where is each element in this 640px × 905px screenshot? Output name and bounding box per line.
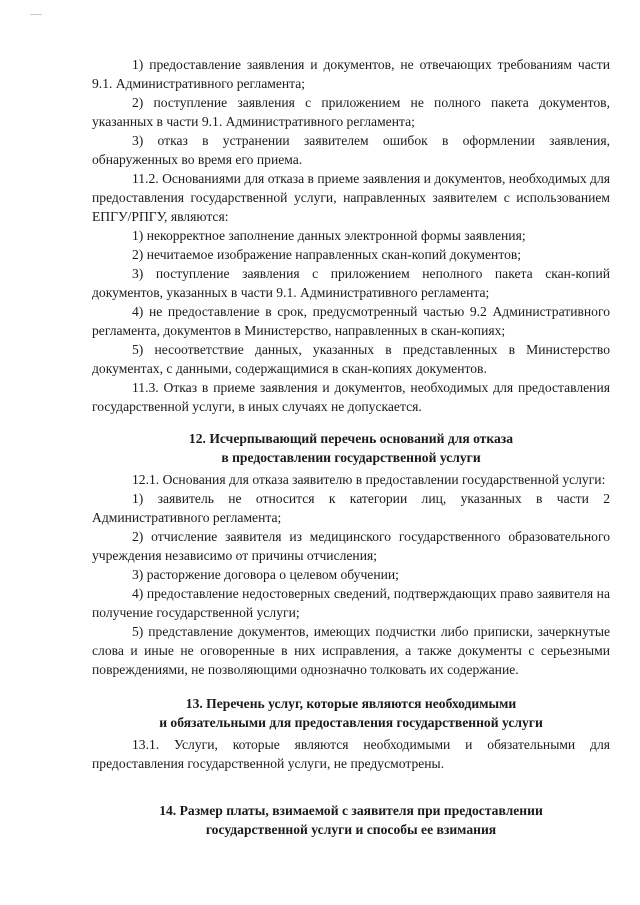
paragraph: 13.1. Услуги, которые являются необходимыми и обязательными для предоставления государственной услуги, не предусмотрены. [92, 737, 610, 771]
paragraph: 2) поступление заявления с приложением не полного пакета документов, указанных в части 9.1. Административного регламента; [92, 95, 610, 129]
paragraph: 1) предоставление заявления и документов, не отвечающих требованиям части 9.1. Административного регламента; [92, 57, 610, 91]
paragraph: 2) нечитаемое изображение направленных скан-копий документов; [132, 247, 522, 262]
paragraph: 1) заявитель не относится к категории лиц, указанных в части 2 Административного регламента; [92, 491, 610, 525]
document-body [92, 55, 610, 839]
section-heading-line: и обязательными для предоставления государственной услуги [159, 715, 543, 730]
paragraph: 12.1. Основания для отказа заявителю в предоставлении государственной услуги: [132, 472, 606, 487]
paragraph: 4) предоставление недостоверных сведений, подтверждающих право заявителя на получение государственной услуги; [92, 586, 610, 620]
paragraph: 1) некорректное заполнение данных электронной формы заявления; [132, 228, 526, 243]
paragraph: 11.3. Отказ в приеме заявления и документов, необходимых для предоставления государственной услуги, в иных случаях не допускается. [92, 380, 610, 414]
section-14-heading [92, 801, 610, 839]
section-heading-line: 13. Перечень услуг, которые являются необходимыми [185, 696, 517, 711]
paragraph: 4) не предоставление в срок, предусмотренный частью 9.2 Административного регламента, документов в Министерство, направленных в скан-копиях; [92, 304, 610, 338]
paragraph: 3) поступление заявления с приложением неполного пакета скан-копий документов, указанных в части 9.1. Административного регламента; [92, 266, 610, 300]
paragraph: 2) отчисление заявителя из медицинского государственного образовательного учреждения независимо от причины отчисления; [92, 529, 610, 563]
paragraph: 5) представление документов, имеющих подчистки либо приписки, зачеркнутые слова и иные не оговоренные в них исправления, а также документы с серьезными повреждениями, не позволяющими однозначно толковать их содержание. [92, 624, 610, 677]
section-heading-line: 12. Исчерпывающий перечень оснований для отказа [188, 431, 514, 446]
paragraph: 3) расторжение договора о целевом обучении; [132, 567, 399, 582]
paragraph: 3) отказ в устранении заявителем ошибок в оформлении заявления, обнаруженных во время его приема. [92, 133, 610, 167]
paragraph: 11.2. Основаниями для отказа в приеме заявления и документов, необходимых для предоставления государственной услуги, направленных заявителем с использованием ЕПГУ/РПГУ, являются: [92, 171, 611, 224]
section-13-heading [92, 694, 610, 732]
paragraph: 5) несоответствие данных, указанных в представленных в Министерство документах, с данными, содержащимися в скан-копиях документов. [92, 342, 610, 376]
section-12-heading [92, 429, 610, 467]
section-heading-line: 14. Размер платы, взимаемой с заявителя при предоставлении [159, 803, 543, 818]
section-heading-line: в предоставлении государственной услуги [221, 450, 481, 465]
scan-margin-mark [30, 14, 42, 19]
section-heading-line: государственной услуги и способы ее взимания [205, 822, 497, 837]
